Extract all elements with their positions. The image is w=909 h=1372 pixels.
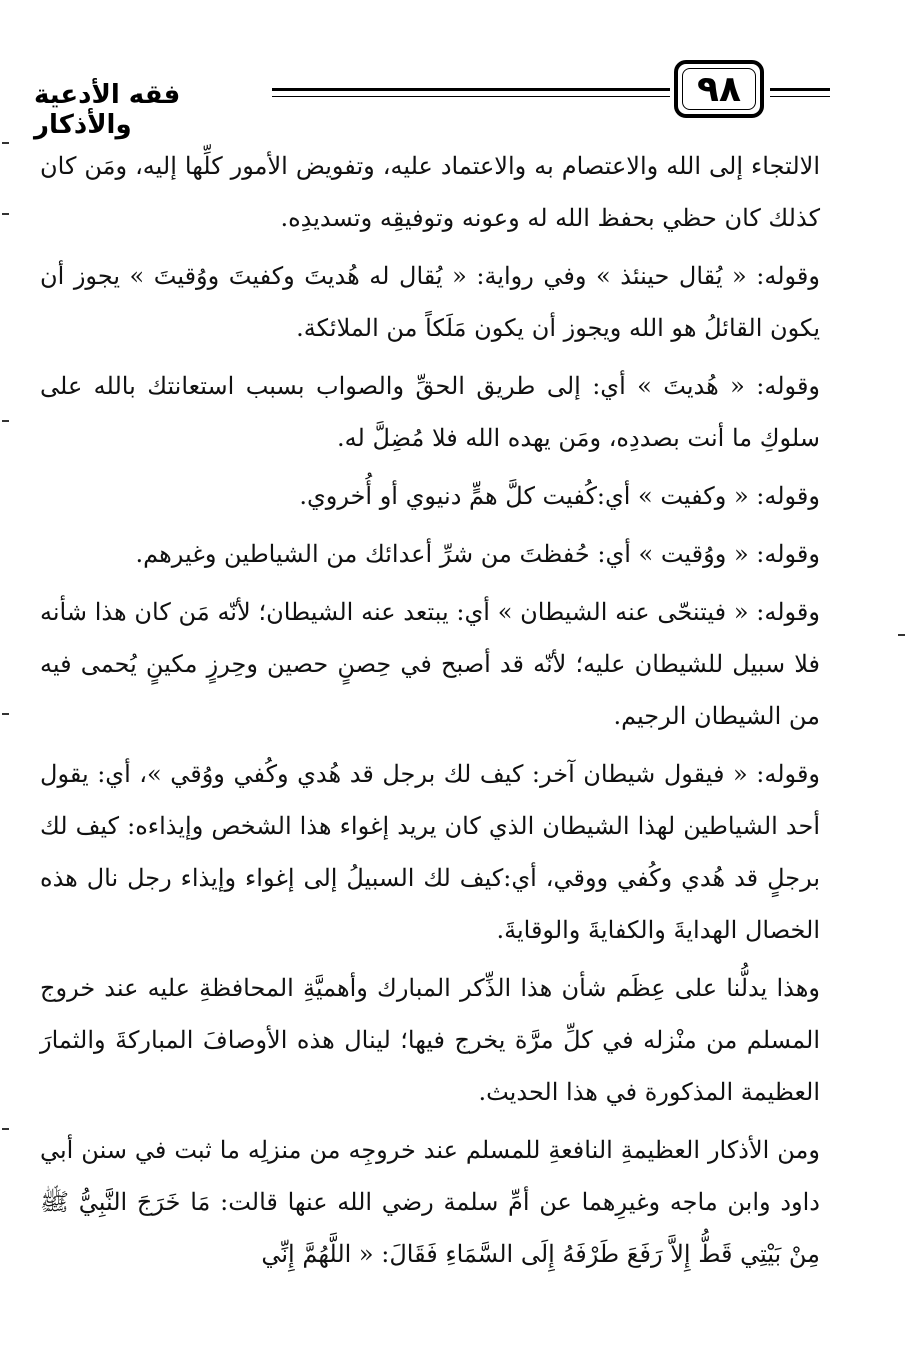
margin-tick-mark	[2, 142, 9, 144]
margin-tick-mark	[2, 213, 9, 215]
paragraph: وقوله: « ووُقيت » أي: حُفظتَ من شرِّ أعدائك من الشياطين وغيرهم.	[135, 540, 820, 568]
margin-tick-mark	[2, 420, 9, 422]
paragraph: وقوله: « يُقال حينئذ » وفي رواية: « يُقال له هُديتَ وكفيتَ ووُقيتَ » يجوز أن يكون القائلُ هو الله ويجوز أن يكون مَلَكاً من الملائكة.	[40, 262, 820, 342]
paragraph: وقوله: « هُديتَ » أي: إلى طريق الحقِّ والصواب بسبب استعانتك بالله على سلوكِ ما أنت بصددِه، ومَن يهده الله فلا مُضِلَّ له.	[40, 372, 820, 452]
header-rule-thin	[272, 96, 670, 97]
margin-tick-mark	[2, 1128, 9, 1130]
page-number: ٩٨	[697, 68, 741, 110]
header-rule	[272, 88, 670, 91]
page-number-frame	[674, 60, 764, 118]
paragraph: وهذا يدلُّنا على عِظَم شأن هذا الذِّكر المبارك وأهميَّةِ المحافظةِ عليه عند خروج المسلم من منْزله في كلِّ مرَّة يخرج فيها؛ لينال هذه الأوصافَ المباركةَ والثمارَ العظيمة المذكورة في هذا الحديث.	[40, 974, 820, 1106]
header-rule-right	[770, 88, 830, 91]
book-title: فقه الأدعية والأذكار	[34, 80, 181, 140]
page-header	[34, 60, 804, 140]
margin-tick-mark	[898, 634, 905, 636]
paragraph: وقوله: « فيقول شيطان آخر: كيف لك برجل قد هُدي وكُفي ووُقي »، أي: يقول أحد الشياطين لهذا الشيطان الذي كان يريد إغواء هذا الشخص وإيذاءه: كيف لك برجلٍ قد هُدي وكُفي ووقي، أي:كيف لك السبيلُ إلى إغواء وإيذاء رجل نال هذه الخصال الهدايةَ والكفايةَ والوقايةَ.	[40, 760, 820, 944]
paragraph: ومن الأذكار العظيمةِ النافعةِ للمسلم عند خروجِه من منزلِه ما ثبت في سنن أبي داود وابن ماجه وغيرِهما عن أمِّ سلمة رضي الله عنها قالت: مَا خَرَجَ النَّبِيُّ ﷺ مِنْ بَيْتِي قَطُّ إِلاَّ رَفَعَ طَرْفَهُ إِلَى السَّمَاءِ فَقَالَ: « اللَّهُمَّ إِنِّي	[40, 1136, 820, 1268]
paragraph: الالتجاء إلى الله والاعتصام به والاعتماد عليه، وتفويض الأمور كلِّها إليه، ومَن كان كذلك كان حظي بحفظ الله له وعونه وتوفيقِه وتسديدِه.	[40, 152, 820, 232]
header-rule-right-thin	[770, 96, 830, 97]
paragraph: وقوله: « فيتنحّى عنه الشيطان » أي: يبتعد عنه الشيطان؛ لأنّه مَن كان هذا شأنه فلا سبيل للشيطان عليه؛ لأنّه قد أصبح في حِصنٍ حصين وحِرزٍ مكينٍ يُحمى فيه من الشيطان الرجيم.	[40, 598, 820, 730]
body-text	[40, 140, 820, 1286]
paragraph: وقوله: « وكفيت » أي:كُفيت كلَّ همٍّ دنيوي أو أُخروي.	[299, 482, 820, 510]
margin-tick-mark	[2, 713, 9, 715]
